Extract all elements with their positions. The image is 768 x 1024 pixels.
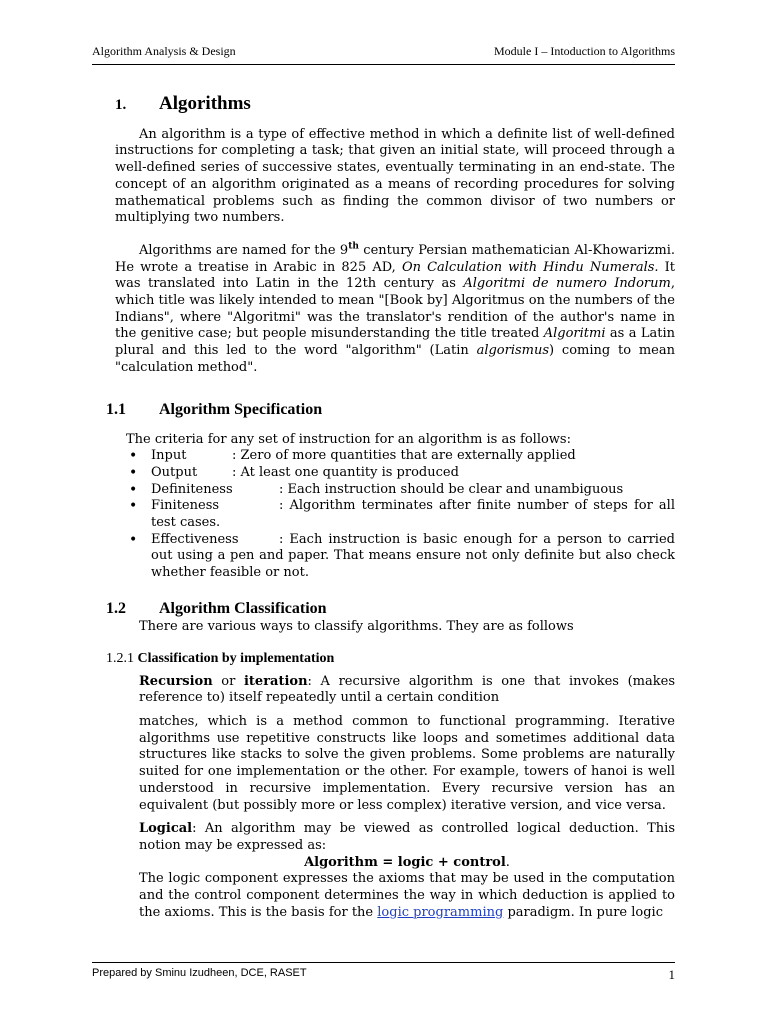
formula-bold: Algorithm = logic + control	[304, 854, 506, 870]
criteria-term: Finiteness	[151, 498, 220, 514]
section-1-2-1-number: 1.2.1	[106, 650, 134, 666]
section-1-para-2	[115, 243, 675, 377]
footer-author: Prepared by Sminu Izudheen, DCE, RASET	[92, 967, 307, 979]
criteria-term: Definiteness	[151, 481, 233, 497]
formula-line	[139, 855, 675, 872]
text-run: , which title was likely intended to mean "[Book by] Algoritmus on the numbers of the Indians", where "Algoritmi" was the translator's rendition of the author's name in the genitive case; but people misunderstanding the title treated	[115, 276, 675, 342]
algorismus-italic: algorismus	[476, 343, 550, 359]
criteria-term: Effectiveness	[151, 531, 239, 547]
logic-programming-link[interactable]: logic programming	[377, 904, 504, 920]
recursion-term: Recursion	[139, 673, 213, 689]
logic-component-para	[139, 871, 675, 921]
criteria-item-finiteness	[127, 498, 675, 531]
latin-title-italic: Algoritmi de numero Indorum	[463, 276, 671, 292]
section-1-2-1-heading	[106, 650, 675, 668]
criteria-item-input	[127, 448, 675, 465]
classification-intro: There are various ways to classify algorithms. They are as follows	[139, 618, 574, 634]
section-1-2-title: Algorithm Classification	[159, 599, 327, 617]
criteria-list	[115, 448, 675, 582]
header-module-title: Module I – Intoduction to Algorithms	[494, 44, 675, 58]
footer-rule	[92, 962, 675, 963]
section-1-1-heading	[106, 400, 675, 420]
text-run: : An algorithm may be viewed as controlled logical deduction. This notion may be expressed as:	[139, 821, 675, 853]
algoritmi-italic: Algoritmi	[543, 326, 606, 342]
criteria-item-definiteness	[127, 482, 675, 499]
criteria-desc: : Zero of more quantities that are externally applied	[232, 448, 576, 464]
text-run: or	[212, 673, 244, 689]
criteria-desc: : Algorithm terminates after finite number of steps for all test cases.	[151, 498, 675, 531]
section-1-title: Algorithms	[159, 93, 251, 114]
text-run: paradigm. In pure logic	[503, 904, 663, 920]
text-run: It was translated into Latin in the 12th century as	[115, 259, 675, 292]
superscript-th: th	[348, 241, 359, 252]
text-run: .	[505, 854, 510, 870]
header-course-title: Algorithm Analysis & Design	[92, 44, 236, 58]
page-header	[92, 44, 675, 60]
section-1-2-number: 1.2	[106, 599, 126, 617]
criteria-intro: The criteria for any set of instruction for an algorithm is as follows:	[126, 431, 571, 447]
section-1-1-title: Algorithm Specification	[159, 400, 323, 418]
criteria-item-output	[127, 465, 675, 482]
page-footer	[92, 967, 675, 983]
criteria-term: Input	[151, 448, 187, 464]
book-title-italic: On Calculation with Hindu Numerals.	[401, 259, 659, 275]
text-run: : A recursive algorithm is one that invokes (makes reference to) itself repeatedly until a certain condition	[139, 673, 675, 706]
logical-term: Logical	[139, 821, 193, 837]
section-1-2-heading	[106, 599, 675, 619]
section-1-1-number: 1.1	[106, 400, 126, 418]
text-run: The logic component expresses the axioms that may be used in the computation and the control component determines the way in which deduction is applied to the axioms. This is the basis for the	[139, 871, 675, 920]
text-run: ) coming to mean "calculation method".	[115, 343, 675, 375]
criteria-desc: : Each instruction is basic enough for a person to carried out using a pen and paper. That means ensure not only definite but also check whether feasible or not.	[151, 531, 675, 581]
section-1-number: 1.	[115, 97, 127, 113]
header-rule	[92, 64, 675, 65]
section-1-heading	[115, 93, 675, 114]
iteration-para: matches, which is a method common to functional programming. Iterative algorithms use repetitive constructs like loops and sometimes additional data structures like stacks to solve the given problems. Some problems are naturally suited for one implementation or the other. For example, towers of hanoi is well understood in recursive implementation. Every recursive version has an equivalent (but possibly more or less complex) iterative version, and vice versa.	[139, 713, 675, 813]
criteria-item-effectiveness	[127, 532, 675, 582]
iteration-term: iteration	[243, 673, 308, 689]
criteria-desc: : Each instruction should be clear and unambiguous	[279, 481, 624, 497]
logical-para	[139, 821, 675, 854]
text-run: century Persian mathematician Al-Khowarizmi. He wrote a treatise in Arabic in 825 AD,	[115, 242, 675, 275]
criteria-term: Output	[151, 464, 198, 480]
section-1-2-1-title: Classification by implementation	[137, 650, 335, 666]
page-number: 1	[668, 967, 675, 982]
text-run: Algorithms are named for the 9	[139, 242, 349, 258]
text-run: as a Latin plural and this led to the word "algorithm" (Latin	[115, 326, 675, 359]
section-1-para-1: An algorithm is a type of effective method in which a definite list of well-defined instructions for completing a task; that given an initial state, will proceed through a well-defined series of successive states, eventually terminating in an end-state. The concept of an algorithm originated as a means of recording procedures for solving mathematical problems such as finding the common divisor of two numbers or multiplying two numbers.	[115, 126, 675, 226]
recursion-para	[139, 674, 675, 707]
page-content	[106, 93, 675, 921]
criteria-desc: : At least one quantity is produced	[232, 464, 459, 480]
